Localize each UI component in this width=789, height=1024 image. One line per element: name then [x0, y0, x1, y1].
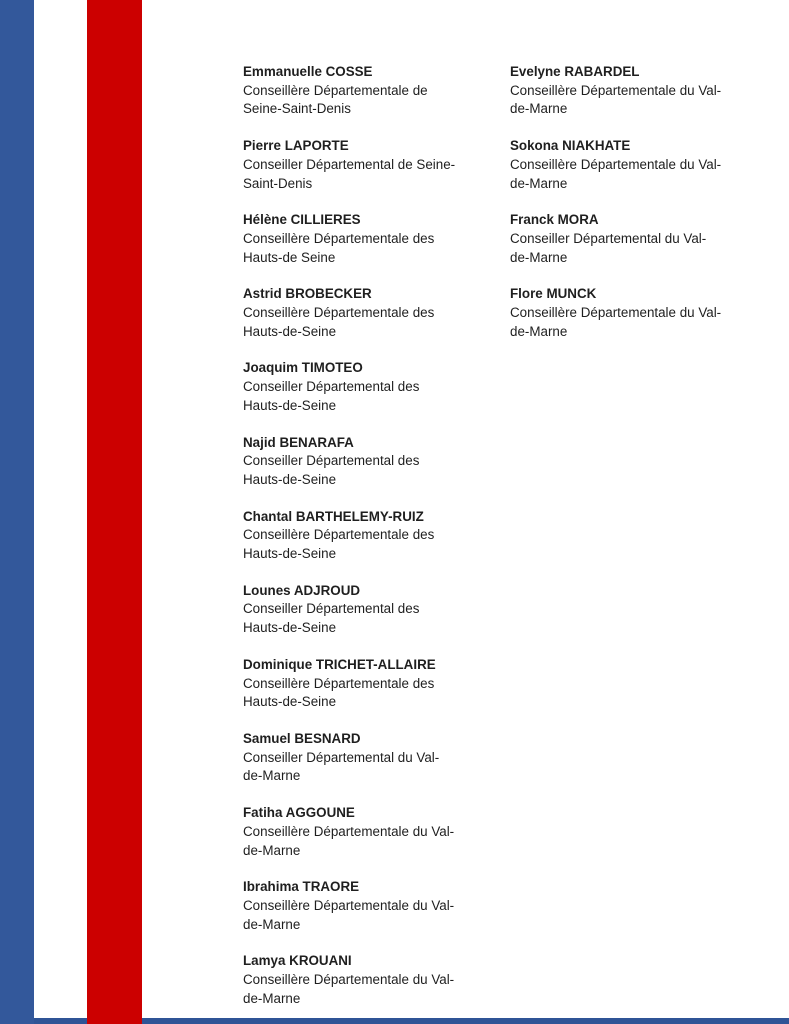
signatory-entry — [243, 508, 510, 564]
signatory-title: Conseillère Départementale du Val- de-Marne — [243, 972, 455, 1006]
signatory-title: Conseillère Départementale du Val- de-Marne — [243, 823, 455, 858]
signatory-entry — [510, 211, 750, 267]
signatory-title: Conseillère Départementale du Val- de-Marne — [510, 305, 722, 339]
signatory-entry — [510, 137, 750, 193]
signatory-title: Conseiller Départemental des Hauts-de-Seine — [243, 453, 420, 487]
signatories-column-1 — [243, 63, 510, 1024]
signatory-entry — [243, 952, 510, 1008]
signatories-list — [243, 63, 789, 1024]
signatory-name: Lamya KROUANI — [243, 953, 352, 969]
signatory-name: Ibrahima TRAORE — [243, 879, 360, 895]
signatory-entry — [243, 582, 510, 638]
signatory-name: Najid BENARAFA — [243, 434, 354, 450]
signatory-name: Hélène CILLIERES — [243, 212, 361, 228]
signatory-entry — [510, 285, 750, 341]
signatory-entry — [243, 359, 510, 415]
signatory-title: Conseillère Départementale des Hauts-de-Seine — [243, 527, 435, 562]
signatory-title: Conseillère Départementale de Seine-Saint-Denis — [243, 82, 428, 117]
signatory-name: Dominique TRICHET-ALLAIRE — [243, 656, 436, 672]
signatory-name: Evelyne RABARDEL — [510, 64, 640, 79]
signatory-title: Conseillère Départementale des Hauts-de Seine — [243, 230, 435, 265]
signatory-name: Emmanuelle COSSE — [243, 64, 373, 79]
signatory-title: Conseillère Départementale du Val- de-Marne — [510, 156, 722, 191]
flag-stripe-red — [87, 0, 142, 1024]
signatory-title: Conseiller Départemental des Hauts-de-Seine — [243, 379, 420, 413]
signatory-entry — [243, 63, 510, 119]
signatory-name: Franck MORA — [510, 212, 599, 228]
signatory-name: Samuel BESNARD — [243, 730, 361, 746]
signatory-entry — [243, 137, 510, 193]
signatory-entry — [510, 63, 750, 119]
signatory-title: Conseiller Départemental de Seine- Saint-Denis — [243, 156, 456, 191]
signatory-title: Conseiller Départemental des Hauts-de-Seine — [243, 601, 420, 636]
signatory-name: Lounes ADJROUD — [243, 582, 361, 598]
signatory-entry — [243, 878, 510, 934]
signatory-entry — [243, 285, 510, 341]
signatory-name: Flore MUNCK — [510, 286, 597, 302]
signatory-entry — [243, 434, 510, 490]
signatory-entry — [243, 730, 510, 786]
signatories-column-2 — [510, 63, 750, 1024]
signatory-name: Joaquim TIMOTEO — [243, 360, 363, 376]
signatory-title: Conseillère Départementale des Hauts-de-Seine — [243, 675, 435, 710]
signatory-name: Pierre LAPORTE — [243, 138, 349, 154]
signatory-name: Fatiha AGGOUNE — [243, 805, 355, 821]
signatory-title: Conseillère Départementale du Val- de-Marne — [243, 897, 455, 932]
signatory-title: Conseiller Départemental du Val- de-Marne — [510, 230, 707, 265]
signatory-name: Astrid BROBECKER — [243, 286, 372, 302]
signatory-title: Conseillère Départementale du Val- de-Marne — [510, 82, 722, 117]
flag-stripe-blue — [0, 0, 34, 1024]
signatory-entry — [243, 656, 510, 712]
signatory-entry — [243, 804, 510, 860]
signatory-title: Conseillère Départementale des Hauts-de-Seine — [243, 305, 435, 339]
signatory-name: Sokona NIAKHATE — [510, 138, 631, 154]
signatory-entry — [243, 211, 510, 267]
signatory-title: Conseiller Départemental du Val- de-Marne — [243, 749, 440, 784]
signatory-name: Chantal BARTHELEMY-RUIZ — [243, 508, 424, 524]
